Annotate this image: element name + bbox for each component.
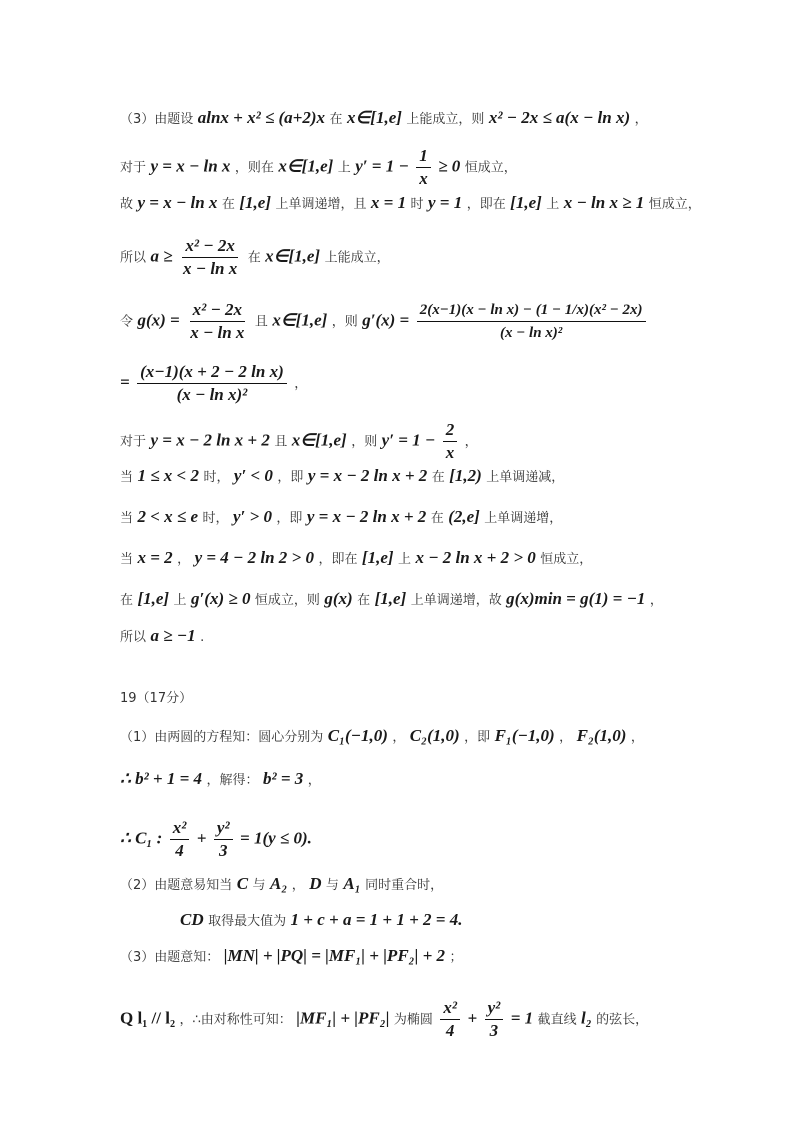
solution-line: （2）由题意易知当 C 与 A₂ ， D 与 A₁ 同时重合时， — [120, 874, 444, 893]
fraction: $\frac{\text{x²}}{4}$ — [440, 998, 460, 1041]
solution-line: 所以 a ≥ −1 . — [120, 626, 205, 645]
fraction: $\frac{1}{x}$ — [416, 146, 431, 189]
fraction: $\frac{\text{2(x−1)(x − ln x) − (1 − 1/x)(x² − 2x)}}{\text{(x − ln x)²}}$ — [417, 300, 646, 343]
solution-line: 当 1 ≤ x < 2 时， y′ < 0 ，即 y = x − 2 ln x + 2 在 [1,2) 上单调递减， — [120, 466, 565, 485]
solution-line: 当 x = 2 ， y = 4 − 2 ln 2 > 0 ，即在 [1,e] 上 x − 2 ln x + 2 > 0 恒成立， — [120, 548, 593, 567]
solution-line: CD 取得最大值为 1 + c + a = 1 + 1 + 2 = 4. — [180, 910, 463, 929]
solution-line: （3）由题设 alnx + x² ≤ (a+2)x 在 x∈[1,e] 上能成立，则 x² − 2x ≤ a(x − ln x) ， — [120, 108, 648, 127]
fraction: $\frac{\text{x² − 2x}}{\text{x − ln x}}$ — [183, 236, 238, 278]
solution-line: 对于 y = x − ln x ，则在 x∈[1,e] 上 y′ = 1 − $\frac{1}{x}$ ≥ 0 恒成立， — [120, 146, 517, 188]
solution-line: 故 y = x − ln x 在 [1,e] 上单调递增，且 x = 1 时 y = 1 ，即在 [1,e] 上 x − ln x ≥ 1 恒成立， — [120, 193, 701, 212]
solution-line: （1）由两圆的方程知：圆心分别为 C₁(−1,0) ， C₂(1,0) ，即 F₁(−1,0) ， F₂(1,0) ， — [120, 726, 644, 745]
fraction: $\frac{\text{x²}}{4}$ — [170, 818, 190, 861]
solution-line: 对于 y = x − 2 ln x + 2 且 x∈[1,e] ，则 y′ = 1 − $\frac{2}{x}$ ， — [120, 420, 478, 462]
question-header: 19（17分） — [120, 691, 193, 706]
solution-line: Q l₁ // l₂ ，∴由对称性可知： |MF₁| + |PF₂| 为椭圆 $\frac{\text{x²}}{4}$ + $\frac{\text{y²}}{3}$ = 1 截直线 l₂ 的弦长， — [120, 998, 649, 1040]
solution-line: （3）由题意知： |MN| + |PQ| = |MF₁| + |PF₂| + 2 ； — [120, 946, 463, 965]
fraction: $\frac{\text{(x−1)(x + 2 − 2 ln x)}}{\text{(x − ln x)²}}$ — [137, 362, 287, 405]
fraction: $\frac{2}{x}$ — [443, 420, 458, 463]
fraction: $\frac{\text{x² − 2x}}{\text{x − ln x}}$ — [190, 300, 245, 342]
solution-line: 当 2 < x ≤ e 时， y′ > 0 ，即 y = x − 2 ln x + 2 在 (2,e] 上单调递增， — [120, 507, 563, 526]
solution-line: 所以 a ≥ $\frac{\text{x² − 2x}}{\text{x − ln x}}$ 在 x∈[1,e] 上能成立， — [120, 236, 390, 278]
fraction: $\frac{\text{y²}}{3}$ — [485, 998, 504, 1041]
solution-line: ∴ C₁ : $\frac{\text{x²}}{4}$ + $\frac{\text{y²}}{3}$ = 1(y ≤ 0). — [120, 818, 312, 860]
solution-line: 令 g(x) = $\frac{\text{x² − 2x}}{\text{x − ln x}}$ 且 x∈[1,e] ，则 g′(x) = $\frac{\text{2(x−1)(x − ln x) − (1 − 1/x)(x² − 2x)}}{\text{(x − ln x)²}}$ — [120, 300, 740, 343]
solution-line: ∴ b² + 1 = 4 ，解得： b² = 3 ， — [120, 769, 321, 788]
fraction: $\frac{\text{y²}}{3}$ — [214, 818, 233, 861]
solution-line: = $\frac{\text{(x−1)(x + 2 − 2 ln x)}}{\text{(x − ln x)²}}$ ， — [120, 362, 308, 404]
solution-line: 在 [1,e] 上 g′(x) ≥ 0 恒成立，则 g(x) 在 [1,e] 上单调递增，故 g(x)min = g(1) = −1 ， — [120, 589, 663, 608]
